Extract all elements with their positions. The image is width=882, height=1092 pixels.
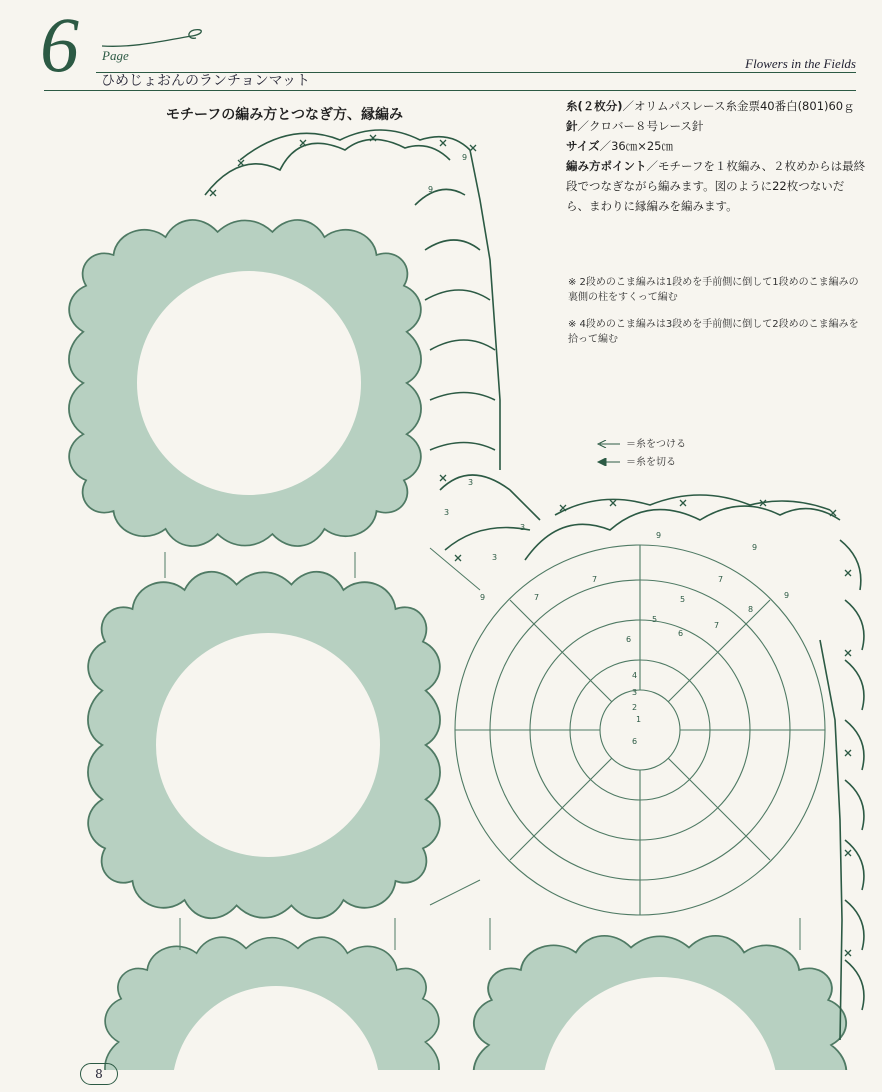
row-label: 9 (428, 185, 434, 194)
yarn-text: ／オリムパスレース糸金票40番白(801)60ｇ (622, 99, 855, 113)
note-row2: ※ 2段めのこま編みは1段めを手前側に倒して1段めのこま編みの裏側の柱をすくって編む (568, 277, 859, 303)
motif-shaded-1 (69, 220, 421, 546)
row-label: 8 (748, 605, 754, 614)
size-label: サイズ (566, 139, 600, 153)
row-label: 6 (626, 635, 632, 644)
note-row4: ※ 4段めのこま編みは3段めを手前側に倒して2段めのこま編みを拾って編む (568, 319, 859, 345)
lace-motif (455, 545, 825, 915)
size-text: ／36㎝×25㎝ (599, 139, 673, 153)
row-label: 6 (678, 629, 684, 638)
row-label: 7 (534, 593, 540, 602)
row-label: 3 (632, 688, 638, 697)
row-labels (428, 153, 789, 746)
yarn-label: 糸(２枚分) (566, 99, 623, 113)
point-label: 編み方ポイント (566, 159, 647, 173)
series-title: Flowers in the Fields (745, 56, 856, 71)
row-label: 3 (492, 553, 498, 562)
motif-shaded-4 (474, 936, 847, 1092)
row-label: 5 (652, 615, 658, 624)
row-label: 6 (632, 737, 638, 746)
row-label: 7 (718, 575, 724, 584)
point-text: ／モチーフを１枚編み、２枚めからは最終段でつなぎながら編みます。図のように22枚つないだら、まわりに縁編みを編みます。 (566, 159, 866, 213)
row-label: 9 (462, 153, 468, 162)
page-number: 8 (80, 1063, 118, 1085)
page-number-large: 6 (40, 1, 79, 88)
row-label: 9 (784, 591, 790, 600)
row-label: 3 (520, 523, 526, 532)
row-label: 4 (632, 671, 638, 680)
row-label: 7 (714, 621, 720, 630)
needle-text: ／クロバー８号レース針 (577, 119, 704, 133)
page-label: Page (102, 48, 129, 63)
row-label: 7 (592, 575, 598, 584)
needle-label: 針 (566, 119, 578, 133)
row-label: 9 (656, 531, 662, 540)
row-label: 9 (752, 543, 758, 552)
row-label: 3 (444, 508, 450, 517)
row-label: 3 (468, 478, 474, 487)
motif-shaded-3 (105, 937, 439, 1092)
row-label: 5 (680, 595, 686, 604)
row-label: 1 (636, 715, 642, 724)
project-title: ひめじょおんのランチョンマット (101, 73, 311, 89)
row-label: 2 (632, 703, 638, 712)
diagram-title: モチーフの編み方とつなぎ方、縁編み (166, 107, 404, 123)
legend-attach-text: ＝糸をつける (626, 439, 686, 450)
row-label: 9 (480, 593, 486, 602)
motif-shaded-2 (88, 572, 440, 918)
legend-cut-text: ＝糸を切る (626, 457, 676, 468)
